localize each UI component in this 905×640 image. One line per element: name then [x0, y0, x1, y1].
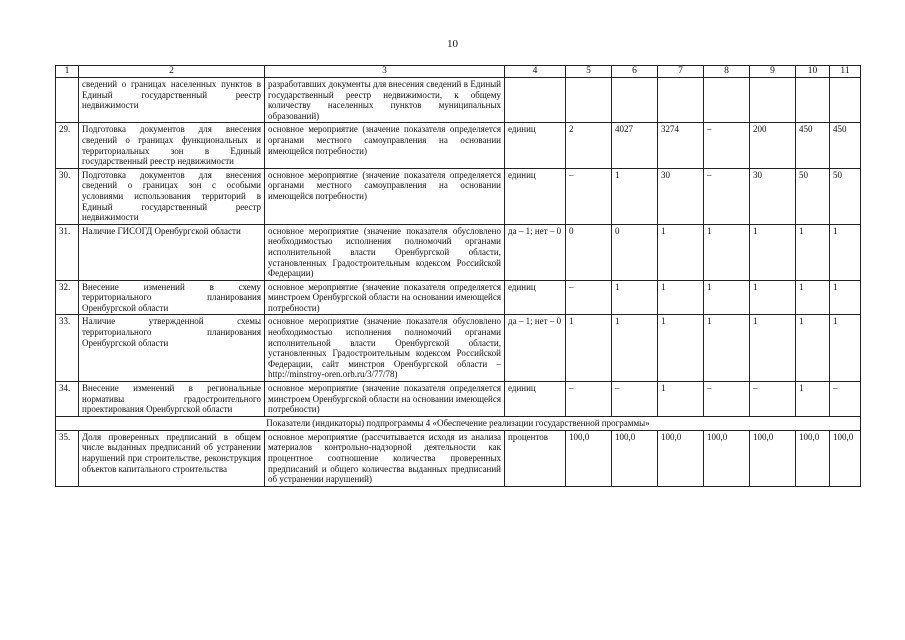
column-header: 1 — [56, 66, 79, 78]
indicator-name: Подготовка документов для внесения сведений о границах зон с особыми условиями использования территорий в Единый государственный реестр недвижимости — [79, 168, 265, 224]
indicator-description: основное мероприятие (рассчитывается исходя из анализа материалов контрольно-надзорной деятельности как процентное соотношение количества проверенных предписаний и общего количества выданных предписаний об устранении нарушений) — [265, 430, 505, 486]
value-cell: 1 — [704, 315, 750, 382]
table-row — [56, 123, 861, 168]
unit-of-measure: единиц — [505, 382, 566, 417]
value-cell: 1 — [612, 280, 658, 315]
value-cell: 0 — [612, 224, 658, 280]
unit-of-measure: единиц — [505, 123, 566, 168]
indicator-description: основное мероприятие (значение показателя обусловлено необходимостью исполнения полномочий органами исполнительной власти Оренбургской области, установленных Градостроительным кодексом Российской Федерации, сайт минстроя Оренбургской области – http://minstroy-oren.orb.ru/3/77/78) — [265, 315, 505, 382]
value-cell: 4027 — [612, 123, 658, 168]
value-cell: – — [566, 168, 612, 224]
column-header: 11 — [830, 66, 861, 78]
value-cell: 1 — [658, 224, 704, 280]
value-cell: – — [612, 382, 658, 417]
row-number: 31. — [56, 224, 79, 280]
indicator-description: основное мероприятие (значение показателя определяется органами местного самоуправления на основании имеющейся потребности) — [265, 123, 505, 168]
indicator-name: Наличие ГИСОГД Оренбургской области — [79, 224, 265, 280]
section-heading: Показатели (индикаторы) подпрограммы 4 «Обеспечение реализации государственной программы» — [56, 416, 861, 430]
indicator-name: Доля проверенных предписаний в общем числе выданных предписаний об устранении нарушений при строительстве, реконструкция объектов капитального строительства — [79, 430, 265, 486]
table-row — [56, 315, 861, 382]
value-cell: 450 — [796, 123, 830, 168]
unit-of-measure: единиц — [505, 168, 566, 224]
value-cell: 1 — [612, 315, 658, 382]
indicator-description: основное мероприятие (значение показателя определяется минстроем Оренбургской области на основании имеющейся потребности) — [265, 280, 505, 315]
value-cell: 100,0 — [658, 430, 704, 486]
value-cell: 50 — [830, 168, 861, 224]
value-cell: 30 — [658, 168, 704, 224]
value-cell: 1 — [704, 224, 750, 280]
value-cell: – — [830, 382, 861, 417]
indicator-name: сведений о границах населенных пунктов в Единый государственный реестр недвижимости — [79, 78, 265, 123]
column-header-row — [56, 66, 861, 78]
unit-of-measure: да – 1; нет – 0 — [505, 315, 566, 382]
value-cell: 30 — [750, 168, 796, 224]
indicator-description: основное мероприятие (значение показателя определяется минстроем Оренбургской области на основании имеющейся потребности) — [265, 382, 505, 417]
value-cell: – — [704, 382, 750, 417]
table-row — [56, 224, 861, 280]
indicator-name: Наличие утвержденной схемы территориального планирования Оренбургской области — [79, 315, 265, 382]
value-cell: 1 — [658, 315, 704, 382]
value-cell: 100,0 — [704, 430, 750, 486]
indicator-description: основное мероприятие (значение показателя определяется органами местного самоуправления на основании имеющейся потребности) — [265, 168, 505, 224]
value-cell: 200 — [750, 123, 796, 168]
value-cell: 100,0 — [830, 430, 861, 486]
value-cell: 1 — [750, 224, 796, 280]
value-cell: 1 — [830, 224, 861, 280]
column-header: 9 — [750, 66, 796, 78]
value-cell: 1 — [566, 315, 612, 382]
column-header: 5 — [566, 66, 612, 78]
indicators-table — [55, 65, 861, 487]
unit-of-measure: процентов — [505, 430, 566, 486]
indicator-name: Внесение изменений в региональные нормативы градостроительного проектирования Оренбургской области — [79, 382, 265, 417]
value-cell: 1 — [830, 280, 861, 315]
unit-of-measure: да – 1; нет – 0 — [505, 224, 566, 280]
value-cell: – — [750, 382, 796, 417]
unit-of-measure: единиц — [505, 280, 566, 315]
value-cell: – — [566, 382, 612, 417]
value-cell: – — [704, 168, 750, 224]
row-number: 32. — [56, 280, 79, 315]
row-number: 35. — [56, 430, 79, 486]
column-header: 2 — [79, 66, 265, 78]
indicator-description: разработавших документы для внесения сведений в Единый государственный реестр недвижимости, к общему количеству населенных пунктов муниципальных образований) — [265, 78, 505, 123]
indicator-name: Внесение изменений в схему территориального планирования Оренбургской области — [79, 280, 265, 315]
value-cell: 2 — [566, 123, 612, 168]
value-cell: – — [704, 123, 750, 168]
value-cell: – — [566, 280, 612, 315]
table-row — [56, 382, 861, 417]
value-cell: 450 — [830, 123, 861, 168]
value-cell: 0 — [566, 224, 612, 280]
value-cell: 1 — [658, 382, 704, 417]
continuation-row — [56, 78, 861, 123]
row-number: 30. — [56, 168, 79, 224]
value-cell: 1 — [612, 168, 658, 224]
value-cell: 1 — [796, 280, 830, 315]
table-row — [56, 280, 861, 315]
row-number: 29. — [56, 123, 79, 168]
value-cell: 1 — [658, 280, 704, 315]
value-cell: 1 — [704, 280, 750, 315]
indicator-name: Подготовка документов для внесения сведений о границах функциональных и территориальных зон в Единый государственный реестр недвижимости — [79, 123, 265, 168]
value-cell: 50 — [796, 168, 830, 224]
column-header: 6 — [612, 66, 658, 78]
value-cell: 100,0 — [750, 430, 796, 486]
value-cell: 100,0 — [612, 430, 658, 486]
column-header: 8 — [704, 66, 750, 78]
value-cell: 100,0 — [796, 430, 830, 486]
column-header: 3 — [265, 66, 505, 78]
column-header: 4 — [505, 66, 566, 78]
table-row — [56, 430, 861, 486]
value-cell: 1 — [796, 315, 830, 382]
value-cell: 1 — [796, 382, 830, 417]
page-number: 10 — [447, 38, 458, 50]
value-cell: 100,0 — [566, 430, 612, 486]
table-row — [56, 168, 861, 224]
row-number: 33. — [56, 315, 79, 382]
value-cell: 3274 — [658, 123, 704, 168]
value-cell: 1 — [830, 315, 861, 382]
value-cell: 1 — [750, 315, 796, 382]
row-number: 34. — [56, 382, 79, 417]
value-cell: 1 — [796, 224, 830, 280]
column-header: 10 — [796, 66, 830, 78]
row-number — [56, 78, 79, 123]
value-cell: 1 — [750, 280, 796, 315]
column-header: 7 — [658, 66, 704, 78]
section-heading-row — [56, 416, 861, 430]
indicator-description: основное мероприятие (значение показателя обусловлено необходимостью исполнения полномочий органами исполнительной власти Оренбургской области, установленных Градостроительным кодексом Российской Федерации) — [265, 224, 505, 280]
